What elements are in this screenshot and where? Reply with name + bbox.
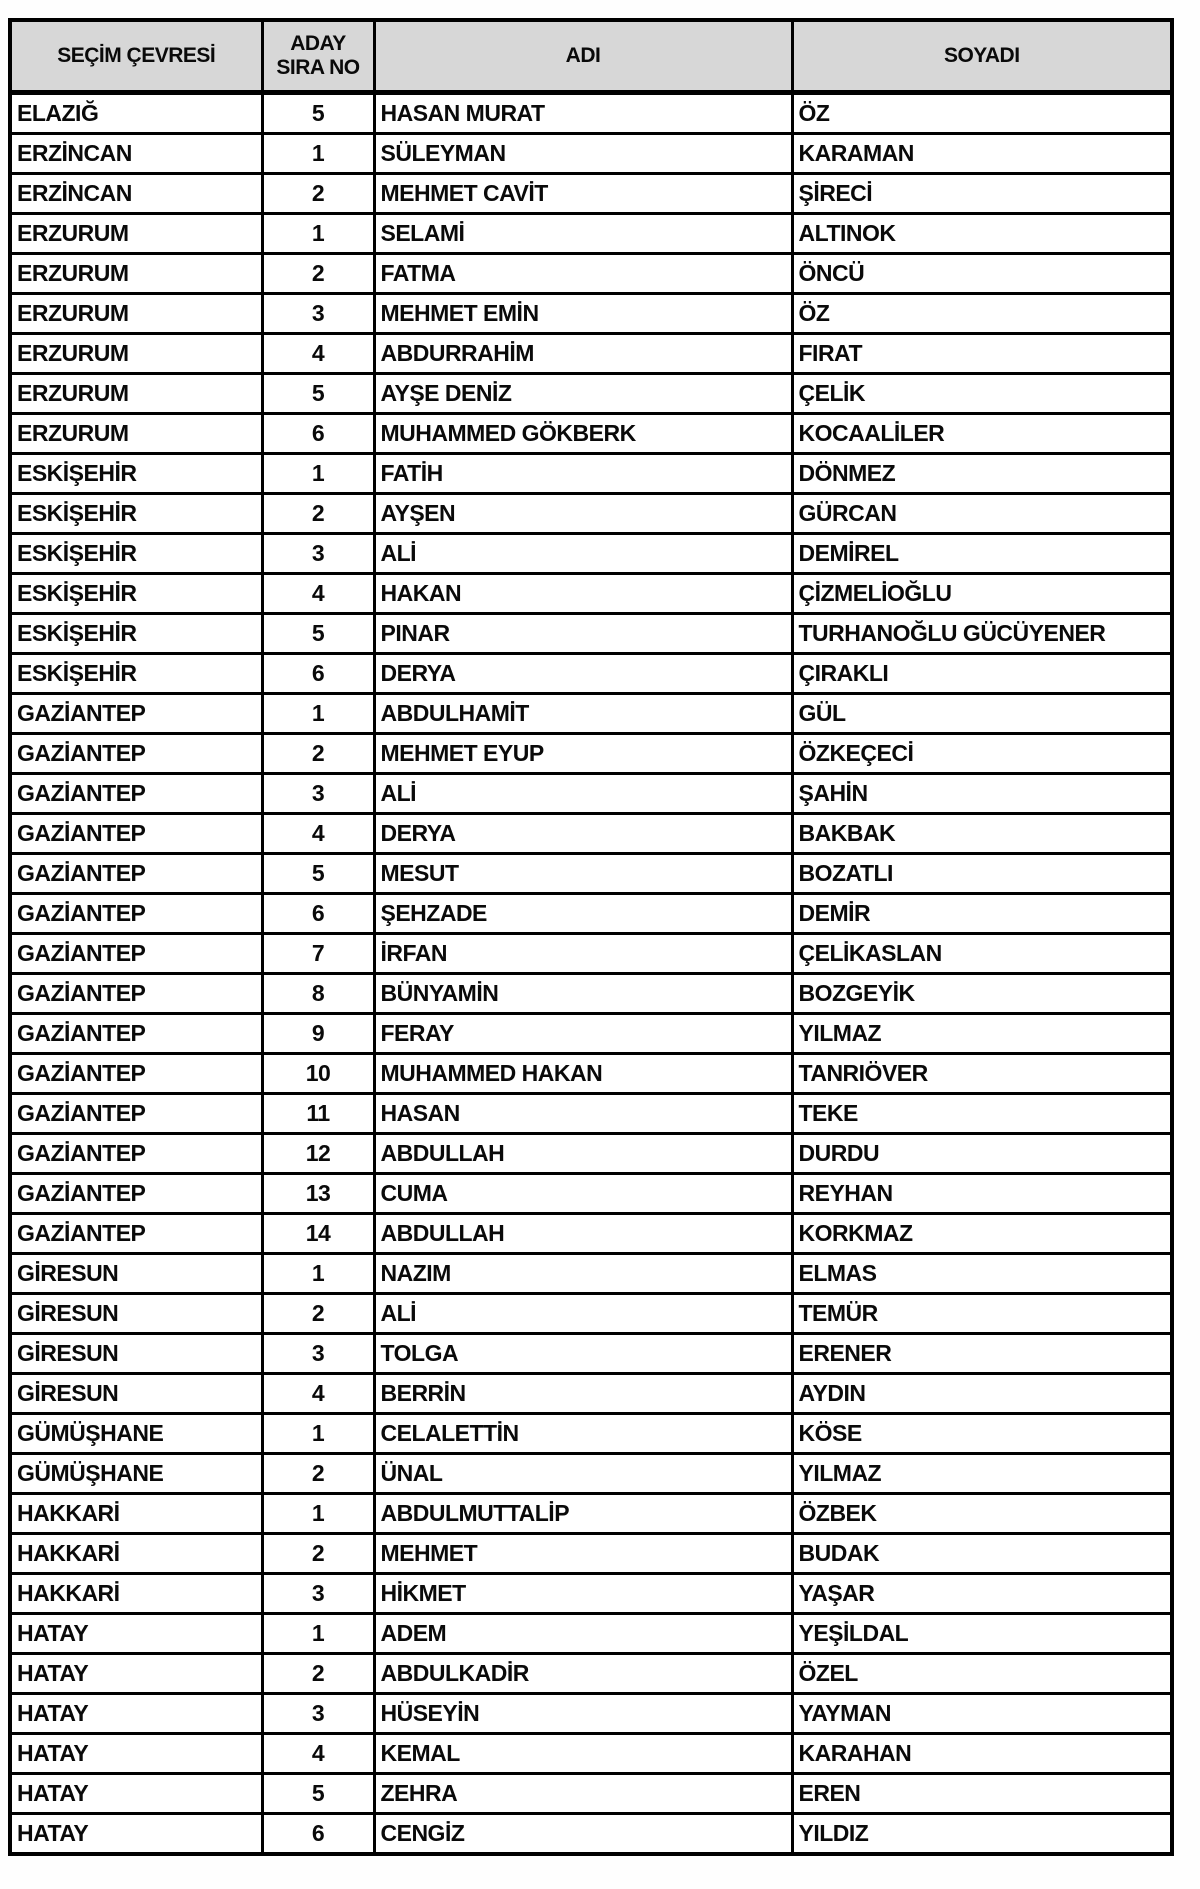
cell-surname: YILDIZ	[792, 1814, 1172, 1855]
column-header-order-no: ADAY SIRA NO	[262, 20, 374, 93]
cell-district: ESKİŞEHİR	[10, 574, 262, 614]
cell-district: GAZİANTEP	[10, 1094, 262, 1134]
cell-order-no: 1	[262, 1254, 374, 1294]
cell-order-no: 3	[262, 1334, 374, 1374]
cell-first-name: SELAMİ	[374, 214, 792, 254]
cell-order-no: 2	[262, 1534, 374, 1574]
cell-order-no: 1	[262, 454, 374, 494]
cell-order-no: 1	[262, 214, 374, 254]
cell-order-no: 4	[262, 1374, 374, 1414]
cell-first-name: ADEM	[374, 1614, 792, 1654]
table-row	[10, 734, 1172, 774]
cell-order-no: 5	[262, 614, 374, 654]
cell-order-no: 6	[262, 1814, 374, 1855]
table-row	[10, 1814, 1172, 1855]
column-header-first-name: ADI	[374, 20, 792, 93]
cell-district: GAZİANTEP	[10, 934, 262, 974]
cell-order-no: 6	[262, 414, 374, 454]
cell-first-name: MEHMET EYUP	[374, 734, 792, 774]
candidate-list-table	[8, 18, 1174, 1856]
cell-district: HATAY	[10, 1614, 262, 1654]
cell-first-name: ABDULMUTTALİP	[374, 1494, 792, 1534]
table-row	[10, 1094, 1172, 1134]
cell-district: GAZİANTEP	[10, 734, 262, 774]
cell-order-no: 2	[262, 734, 374, 774]
cell-first-name: BERRİN	[374, 1374, 792, 1414]
cell-district: ERZİNCAN	[10, 134, 262, 174]
table-row	[10, 334, 1172, 374]
table-row	[10, 1334, 1172, 1374]
cell-surname: YEŞİLDAL	[792, 1614, 1172, 1654]
cell-order-no: 5	[262, 1774, 374, 1814]
cell-order-no: 5	[262, 93, 374, 134]
cell-district: GİRESUN	[10, 1254, 262, 1294]
cell-order-no: 2	[262, 1454, 374, 1494]
cell-first-name: MUHAMMED GÖKBERK	[374, 414, 792, 454]
cell-surname: DEMİREL	[792, 534, 1172, 574]
cell-order-no: 1	[262, 1494, 374, 1534]
cell-first-name: ABDURRAHİM	[374, 334, 792, 374]
cell-order-no: 8	[262, 974, 374, 1014]
table-row	[10, 854, 1172, 894]
cell-surname: TEMÜR	[792, 1294, 1172, 1334]
cell-district: HATAY	[10, 1774, 262, 1814]
table-row	[10, 574, 1172, 614]
table-row	[10, 294, 1172, 334]
table-row	[10, 414, 1172, 454]
table-row	[10, 454, 1172, 494]
cell-surname: ÇELİK	[792, 374, 1172, 414]
cell-first-name: MUHAMMED HAKAN	[374, 1054, 792, 1094]
cell-first-name: SÜLEYMAN	[374, 134, 792, 174]
header-row	[10, 20, 1172, 93]
cell-surname: DURDU	[792, 1134, 1172, 1174]
cell-district: GAZİANTEP	[10, 814, 262, 854]
cell-district: ERZURUM	[10, 334, 262, 374]
cell-district: GİRESUN	[10, 1294, 262, 1334]
cell-first-name: ABDULLAH	[374, 1134, 792, 1174]
table-row	[10, 374, 1172, 414]
cell-district: HAKKARİ	[10, 1534, 262, 1574]
cell-district: ERZURUM	[10, 414, 262, 454]
cell-district: GAZİANTEP	[10, 1134, 262, 1174]
cell-first-name: BÜNYAMİN	[374, 974, 792, 1014]
cell-first-name: HÜSEYİN	[374, 1694, 792, 1734]
cell-district: GAZİANTEP	[10, 974, 262, 1014]
cell-order-no: 3	[262, 1694, 374, 1734]
cell-district: ERZURUM	[10, 214, 262, 254]
cell-district: ERZURUM	[10, 254, 262, 294]
cell-surname: ÖZ	[792, 294, 1172, 334]
cell-surname: BAKBAK	[792, 814, 1172, 854]
table-row	[10, 974, 1172, 1014]
cell-surname: YAŞAR	[792, 1574, 1172, 1614]
table-row	[10, 1414, 1172, 1454]
cell-surname: ÖZEL	[792, 1654, 1172, 1694]
cell-district: ESKİŞEHİR	[10, 614, 262, 654]
cell-district: HATAY	[10, 1694, 262, 1734]
cell-order-no: 4	[262, 334, 374, 374]
cell-first-name: CENGİZ	[374, 1814, 792, 1855]
table-row	[10, 93, 1172, 134]
cell-order-no: 5	[262, 854, 374, 894]
cell-first-name: FATİH	[374, 454, 792, 494]
cell-first-name: AYŞE DENİZ	[374, 374, 792, 414]
cell-district: ERZURUM	[10, 294, 262, 334]
cell-district: HATAY	[10, 1734, 262, 1774]
cell-surname: ÇİZMELİOĞLU	[792, 574, 1172, 614]
table-row	[10, 934, 1172, 974]
cell-district: ELAZIĞ	[10, 93, 262, 134]
cell-surname: ÖZ	[792, 93, 1172, 134]
table-row	[10, 814, 1172, 854]
cell-order-no: 1	[262, 134, 374, 174]
cell-first-name: HİKMET	[374, 1574, 792, 1614]
cell-first-name: TOLGA	[374, 1334, 792, 1374]
cell-district: GAZİANTEP	[10, 854, 262, 894]
cell-surname: GÜL	[792, 694, 1172, 734]
table-row	[10, 134, 1172, 174]
cell-first-name: AYŞEN	[374, 494, 792, 534]
cell-order-no: 3	[262, 1574, 374, 1614]
cell-surname: TEKE	[792, 1094, 1172, 1134]
table-row	[10, 1694, 1172, 1734]
column-header-district: SEÇİM ÇEVRESİ	[10, 20, 262, 93]
cell-order-no: 1	[262, 694, 374, 734]
cell-order-no: 11	[262, 1094, 374, 1134]
table-row	[10, 254, 1172, 294]
cell-surname: TURHANOĞLU GÜCÜYENER	[792, 614, 1172, 654]
cell-first-name: PINAR	[374, 614, 792, 654]
cell-first-name: HASAN MURAT	[374, 93, 792, 134]
cell-district: ESKİŞEHİR	[10, 454, 262, 494]
cell-district: GÜMÜŞHANE	[10, 1454, 262, 1494]
cell-first-name: HAKAN	[374, 574, 792, 614]
cell-first-name: ZEHRA	[374, 1774, 792, 1814]
cell-first-name: ABDULLAH	[374, 1214, 792, 1254]
cell-surname: TANRIÖVER	[792, 1054, 1172, 1094]
cell-surname: BOZGEYİK	[792, 974, 1172, 1014]
cell-surname: YAYMAN	[792, 1694, 1172, 1734]
cell-district: GİRESUN	[10, 1334, 262, 1374]
table-row	[10, 174, 1172, 214]
cell-surname: ÖNCÜ	[792, 254, 1172, 294]
table-row	[10, 1574, 1172, 1614]
cell-order-no: 2	[262, 254, 374, 294]
cell-order-no: 2	[262, 494, 374, 534]
cell-order-no: 1	[262, 1614, 374, 1654]
cell-first-name: MEHMET CAVİT	[374, 174, 792, 214]
table-row	[10, 1014, 1172, 1054]
table-row	[10, 1654, 1172, 1694]
cell-order-no: 6	[262, 654, 374, 694]
cell-surname: ÖZBEK	[792, 1494, 1172, 1534]
cell-surname: ALTINOK	[792, 214, 1172, 254]
cell-surname: ŞİRECİ	[792, 174, 1172, 214]
cell-surname: KARAHAN	[792, 1734, 1172, 1774]
cell-district: GİRESUN	[10, 1374, 262, 1414]
cell-district: GAZİANTEP	[10, 1214, 262, 1254]
cell-order-no: 4	[262, 574, 374, 614]
cell-district: ERZİNCAN	[10, 174, 262, 214]
cell-order-no: 13	[262, 1174, 374, 1214]
table-body	[10, 93, 1172, 1855]
table-row	[10, 1254, 1172, 1294]
cell-district: GAZİANTEP	[10, 694, 262, 734]
cell-district: HATAY	[10, 1654, 262, 1694]
cell-order-no: 1	[262, 1414, 374, 1454]
table-row	[10, 534, 1172, 574]
table-row	[10, 1294, 1172, 1334]
cell-first-name: CUMA	[374, 1174, 792, 1214]
cell-surname: KOCAALİLER	[792, 414, 1172, 454]
cell-district: ESKİŞEHİR	[10, 654, 262, 694]
table-row	[10, 894, 1172, 934]
table-row	[10, 1134, 1172, 1174]
table-row	[10, 614, 1172, 654]
cell-surname: YILMAZ	[792, 1014, 1172, 1054]
table-row	[10, 1454, 1172, 1494]
table-row	[10, 1374, 1172, 1414]
cell-order-no: 14	[262, 1214, 374, 1254]
cell-surname: ÖZKEÇECİ	[792, 734, 1172, 774]
table-row	[10, 1534, 1172, 1574]
cell-order-no: 2	[262, 174, 374, 214]
cell-first-name: İRFAN	[374, 934, 792, 974]
table-row	[10, 654, 1172, 694]
cell-surname: FIRAT	[792, 334, 1172, 374]
cell-district: HAKKARİ	[10, 1574, 262, 1614]
cell-surname: KORKMAZ	[792, 1214, 1172, 1254]
cell-first-name: FATMA	[374, 254, 792, 294]
cell-surname: YILMAZ	[792, 1454, 1172, 1494]
cell-district: GAZİANTEP	[10, 1174, 262, 1214]
cell-surname: GÜRCAN	[792, 494, 1172, 534]
table-row	[10, 214, 1172, 254]
cell-first-name: ABDULKADİR	[374, 1654, 792, 1694]
cell-order-no: 9	[262, 1014, 374, 1054]
cell-first-name: ÜNAL	[374, 1454, 792, 1494]
cell-order-no: 3	[262, 774, 374, 814]
table-row	[10, 494, 1172, 534]
table-row	[10, 1494, 1172, 1534]
cell-surname: DÖNMEZ	[792, 454, 1172, 494]
cell-first-name: ALİ	[374, 774, 792, 814]
cell-order-no: 4	[262, 814, 374, 854]
cell-order-no: 3	[262, 534, 374, 574]
table-row	[10, 694, 1172, 734]
cell-first-name: ŞEHZADE	[374, 894, 792, 934]
column-header-surname: SOYADI	[792, 20, 1172, 93]
cell-district: ESKİŞEHİR	[10, 534, 262, 574]
cell-first-name: NAZIM	[374, 1254, 792, 1294]
cell-surname: ÇIRAKLI	[792, 654, 1172, 694]
table-row	[10, 1774, 1172, 1814]
cell-order-no: 6	[262, 894, 374, 934]
cell-first-name: ALİ	[374, 534, 792, 574]
cell-district: ESKİŞEHİR	[10, 494, 262, 534]
cell-order-no: 12	[262, 1134, 374, 1174]
cell-first-name: ALİ	[374, 1294, 792, 1334]
table-row	[10, 1174, 1172, 1214]
cell-order-no: 10	[262, 1054, 374, 1094]
table-row	[10, 1054, 1172, 1094]
cell-surname: ÇELİKASLAN	[792, 934, 1172, 974]
cell-district: GAZİANTEP	[10, 1014, 262, 1054]
cell-district: ERZURUM	[10, 374, 262, 414]
table-row	[10, 1734, 1172, 1774]
cell-surname: KÖSE	[792, 1414, 1172, 1454]
cell-surname: REYHAN	[792, 1174, 1172, 1214]
cell-district: GAZİANTEP	[10, 894, 262, 934]
cell-order-no: 2	[262, 1654, 374, 1694]
cell-surname: ERENER	[792, 1334, 1172, 1374]
cell-order-no: 4	[262, 1734, 374, 1774]
cell-surname: BUDAK	[792, 1534, 1172, 1574]
cell-first-name: MEHMET	[374, 1534, 792, 1574]
cell-first-name: MESUT	[374, 854, 792, 894]
cell-first-name: HASAN	[374, 1094, 792, 1134]
table-row	[10, 1214, 1172, 1254]
cell-order-no: 3	[262, 294, 374, 334]
cell-surname: EREN	[792, 1774, 1172, 1814]
cell-first-name: KEMAL	[374, 1734, 792, 1774]
cell-first-name: DERYA	[374, 814, 792, 854]
cell-district: HAKKARİ	[10, 1494, 262, 1534]
cell-surname: ELMAS	[792, 1254, 1172, 1294]
table-row	[10, 1614, 1172, 1654]
cell-surname: KARAMAN	[792, 134, 1172, 174]
cell-district: GÜMÜŞHANE	[10, 1414, 262, 1454]
cell-district: GAZİANTEP	[10, 1054, 262, 1094]
cell-surname: ŞAHİN	[792, 774, 1172, 814]
cell-first-name: MEHMET EMİN	[374, 294, 792, 334]
table-row	[10, 774, 1172, 814]
cell-district: HATAY	[10, 1814, 262, 1855]
cell-first-name: CELALETTİN	[374, 1414, 792, 1454]
cell-surname: DEMİR	[792, 894, 1172, 934]
cell-order-no: 2	[262, 1294, 374, 1334]
cell-surname: AYDIN	[792, 1374, 1172, 1414]
cell-order-no: 5	[262, 374, 374, 414]
cell-first-name: ABDULHAMİT	[374, 694, 792, 734]
cell-first-name: FERAY	[374, 1014, 792, 1054]
cell-district: GAZİANTEP	[10, 774, 262, 814]
cell-order-no: 7	[262, 934, 374, 974]
cell-first-name: DERYA	[374, 654, 792, 694]
cell-surname: BOZATLI	[792, 854, 1172, 894]
